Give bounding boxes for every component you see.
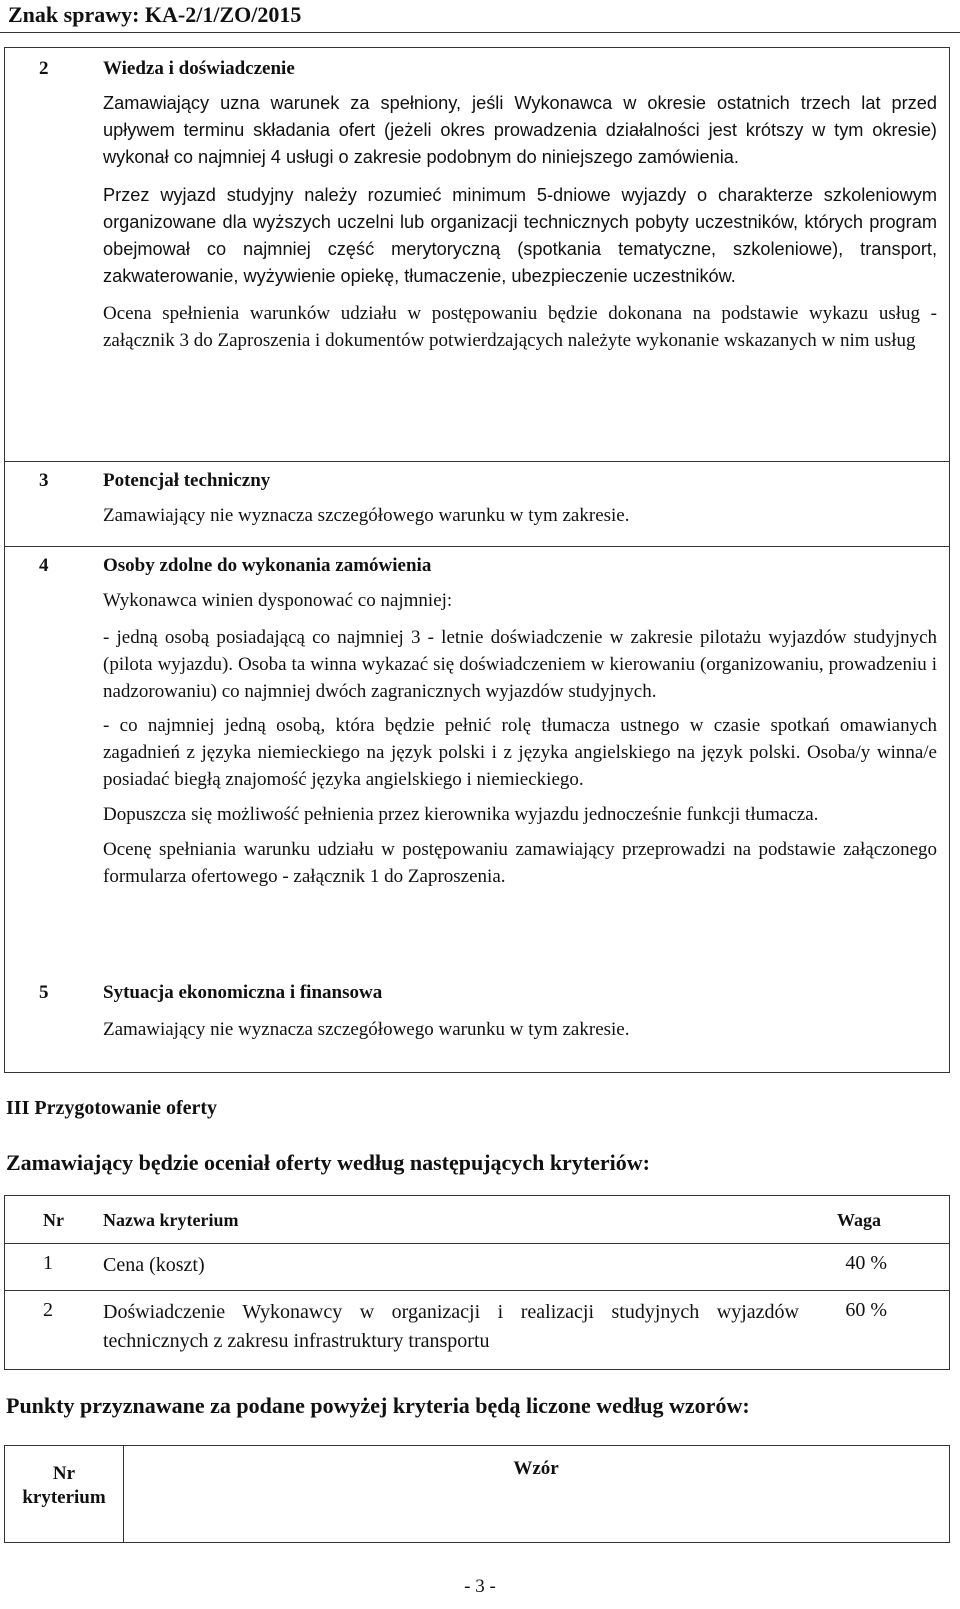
condition-paragraph: Zamawiający uzna warunek za spełniony, jeśli Wykonawca w okresie ostatnich trzech lat przed upływem terminu składania ofert (jeżeli okres prowadzenia działalności jest krótszy w tym okresie) wykonał co najmniej 4 usługi o zakresie podobnym do niniejszego zamówienia. <box>103 93 937 167</box>
condition-row-2 <box>5 48 949 461</box>
page-number: - 3 - <box>464 1576 496 1597</box>
formula-header-nr <box>5 1462 123 1510</box>
condition-number: 3 <box>39 470 49 491</box>
criteria-row <box>5 1243 949 1290</box>
criteria-name: Cena (koszt) <box>103 1254 205 1276</box>
condition-heading: Potencjał techniczny <box>103 470 271 491</box>
condition-number: 2 <box>39 58 49 79</box>
criteria-nr: 1 <box>43 1252 53 1274</box>
criteria-header-nr: Nr <box>43 1210 64 1230</box>
criteria-weight: 60 % <box>845 1299 887 1321</box>
formula-table <box>4 1445 950 1543</box>
condition-paragraph: Ocenę spełniania warunku udziału w postępowaniu zamawiający przeprowadzi na podstawie załączonego formularza ofertowego - załącznik 1 do Zaproszenia. <box>103 839 937 887</box>
condition-heading: Wiedza i doświadczenie <box>103 58 295 79</box>
criteria-header-row <box>5 1196 949 1243</box>
points-heading: Punkty przyznawane za podane powyżej kryteria będą liczone według wzorów: <box>6 1393 750 1418</box>
condition-paragraph: Dopuszcza się możliwość pełnienia przez kierownika wyjazdu jednocześnie funkcji tłumacza. <box>103 804 819 825</box>
condition-heading: Osoby zdolne do wykonania zamówienia <box>103 555 432 576</box>
condition-number: 4 <box>39 555 49 576</box>
condition-row-5 <box>5 980 949 1072</box>
criteria-heading: Zamawiający będzie oceniał oferty według następujących kryteriów: <box>6 1150 651 1175</box>
conditions-table <box>4 47 950 1073</box>
formula-header-nr-line2: kryterium <box>22 1487 106 1508</box>
formula-header-nr-line1: Nr <box>52 1463 76 1484</box>
condition-paragraph: Przez wyjazd studyjny należy rozumieć minimum 5-dniowe wyjazdy o charakterze szkoleniowym organizowane dla wyższych uczelni lub organizacji technicznych pobyty uczestników, których program obejmował co najmniej część merytoryczną (spotkania tematyczne, szkoleniowe), transport, zakwaterowanie, wyżywienie opiekę, tłumaczenie, ubezpieczenie uczestników. <box>103 185 937 286</box>
criteria-name: Doświadczenie Wykonawcy w organizacji i realizacji studyjnych wyjazdów technicznych z zakresu infrastruktury transportu <box>103 1301 799 1352</box>
criteria-weight: 40 % <box>845 1252 887 1274</box>
condition-paragraph: - jedną osobą posiadającą co najmniej 3 - letnie doświadczenie w zakresie pilotażu wyjazdów studyjnych (pilota wyjazdu). Osoba ta winna wykazać się doświadczeniem w kierowaniu (organizowaniu, prowadzeniu i nadzorowaniu) co najmniej dwóch zagranicznych wyjazdów studyjnych. <box>103 627 937 702</box>
criteria-header-weight: Waga <box>836 1210 881 1230</box>
condition-paragraph: Ocena spełnienia warunków udziału w postępowaniu będzie dokonana na podstawie wykazu usług - załącznik 3 do Zaproszenia i dokumentów potwierdzających należyte wykonanie wskazanych w nim usług <box>103 303 937 351</box>
condition-row-4 <box>5 546 949 980</box>
criteria-table <box>4 1195 950 1370</box>
criteria-header-name: Nazwa kryterium <box>103 1210 239 1230</box>
condition-paragraph: - co najmniej jedną osobą, która będzie pełnić rolę tłumacza ustnego w czasie spotkań omawianych zagadnień z języka niemieckiego na język polski i z języka angielskiego na język polski. Osoba/y winna/e posiadać biegłą znajomość języka angielskiego i niemieckiego. <box>103 715 937 790</box>
section-title: III Przygotowanie oferty <box>6 1097 218 1119</box>
criteria-row <box>5 1290 949 1369</box>
criteria-nr: 2 <box>43 1299 53 1321</box>
document-case-number: Znak sprawy: KA-2/1/ZO/2015 <box>8 2 302 27</box>
formula-header-formula: Wzór <box>513 1458 559 1479</box>
condition-paragraph: Zamawiający nie wyznacza szczegółowego warunku w tym zakresie. <box>103 1019 630 1040</box>
header-divider <box>0 32 960 33</box>
condition-heading: Sytuacja ekonomiczna i finansowa <box>103 982 383 1003</box>
condition-number: 5 <box>39 982 49 1003</box>
condition-paragraph: Wykonawca winien dysponować co najmniej: <box>103 590 453 611</box>
condition-row-3 <box>5 461 949 546</box>
condition-paragraph: Zamawiający nie wyznacza szczegółowego warunku w tym zakresie. <box>103 505 630 526</box>
